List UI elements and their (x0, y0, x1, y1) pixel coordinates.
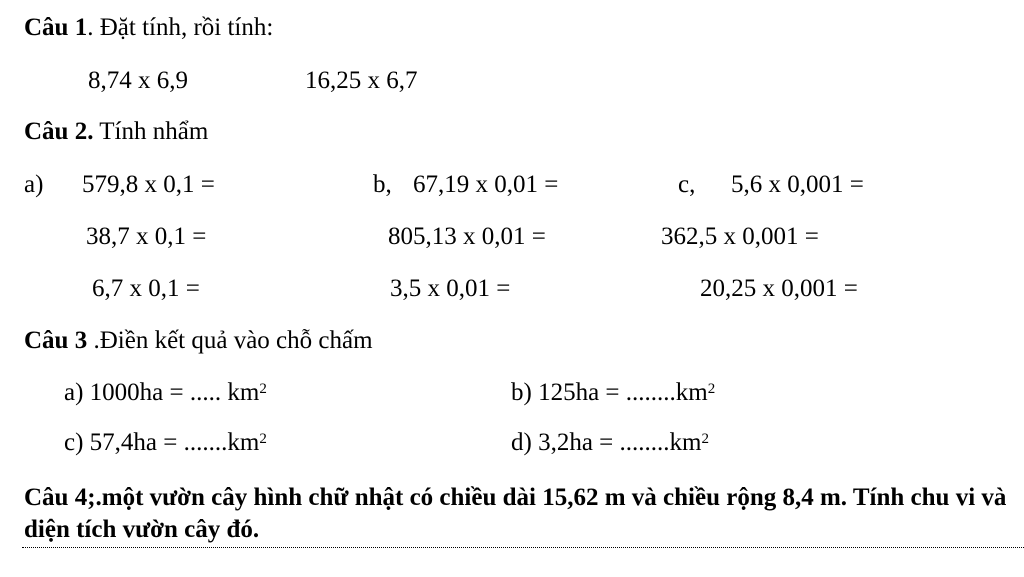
q2-b-expression-2: 805,13 x 0,01 = (388, 223, 546, 250)
q3-item-a-unit-exponent: 2 (259, 381, 267, 397)
q3-item-a-expression: 1000ha = ..... (89, 379, 228, 406)
q3-item-b-prefix: b) (511, 379, 532, 406)
question-1-label: Câu 1 (24, 14, 88, 41)
q3-item-d-unit-exponent: 2 (701, 431, 709, 447)
question-1-heading (24, 13, 273, 43)
q3-item-b (511, 378, 715, 408)
q3-item-c-expression: 57,4ha = ....... (89, 429, 228, 456)
q2-c-expression-3: 20,25 x 0,001 = (700, 275, 858, 302)
q2-prefix-b: b, (373, 171, 392, 198)
q3-item-b-expression: 125ha = ........ (538, 379, 676, 406)
q3-item-b-unit-exponent: 2 (707, 381, 716, 397)
q2-c-expression-2: 362,5 x 0,001 = (661, 223, 819, 250)
question-2-label: Câu 2. (24, 118, 94, 145)
q2-prefix-c: c, (678, 171, 696, 198)
q2-a-expression-1: 579,8 x 0,1 = (82, 171, 215, 198)
q3-item-c-prefix: c) (64, 429, 84, 456)
question-2-instruction: Tính nhẩm (93, 118, 209, 145)
q3-item-d (511, 428, 709, 458)
question-3-instruction: .Điền kết quả vào chỗ chấm (87, 327, 373, 354)
q3-item-a (64, 378, 267, 408)
q2-b-expression-1: 67,19 x 0,01 = (413, 171, 559, 198)
q3-item-c (64, 428, 267, 458)
q2-prefix-a: a) (24, 171, 44, 198)
q3-item-b-unit: km (675, 379, 708, 406)
q3-item-d-unit: km (669, 429, 702, 456)
q1-expression-2: 16,25 x 6,7 (305, 67, 418, 94)
q1-expression-1: 8,74 x 6,9 (88, 67, 188, 94)
question-4-text: Câu 4;.một vườn cây hình chữ nhật có chiều dài 15,62 m và chiều rộng 8,4 m. Tính chu vi và diện tích vườn cây đó. (24, 484, 1007, 543)
q3-item-a-prefix: a) (64, 379, 84, 406)
q3-item-c-unit-exponent: 2 (259, 431, 267, 447)
question-3-label: Câu 3 (24, 327, 88, 354)
dotted-divider (22, 547, 1024, 548)
q3-item-d-prefix: d) (511, 429, 532, 456)
q2-a-expression-2: 38,7 x 0,1 = (86, 223, 207, 250)
q2-a-expression-3: 6,7 x 0,1 = (92, 275, 200, 302)
question-3-heading (24, 326, 373, 356)
q2-b-expression-3: 3,5 x 0,01 = (390, 275, 511, 302)
q3-item-a-unit: km (227, 379, 260, 406)
question-1-instruction: . Đặt tính, rồi tính: (87, 14, 274, 41)
q3-item-d-expression: 3,2ha = ........ (538, 429, 670, 456)
question-2-heading (24, 117, 208, 147)
q3-item-c-unit: km (227, 429, 260, 456)
q2-c-expression-1: 5,6 x 0,001 = (731, 171, 864, 198)
